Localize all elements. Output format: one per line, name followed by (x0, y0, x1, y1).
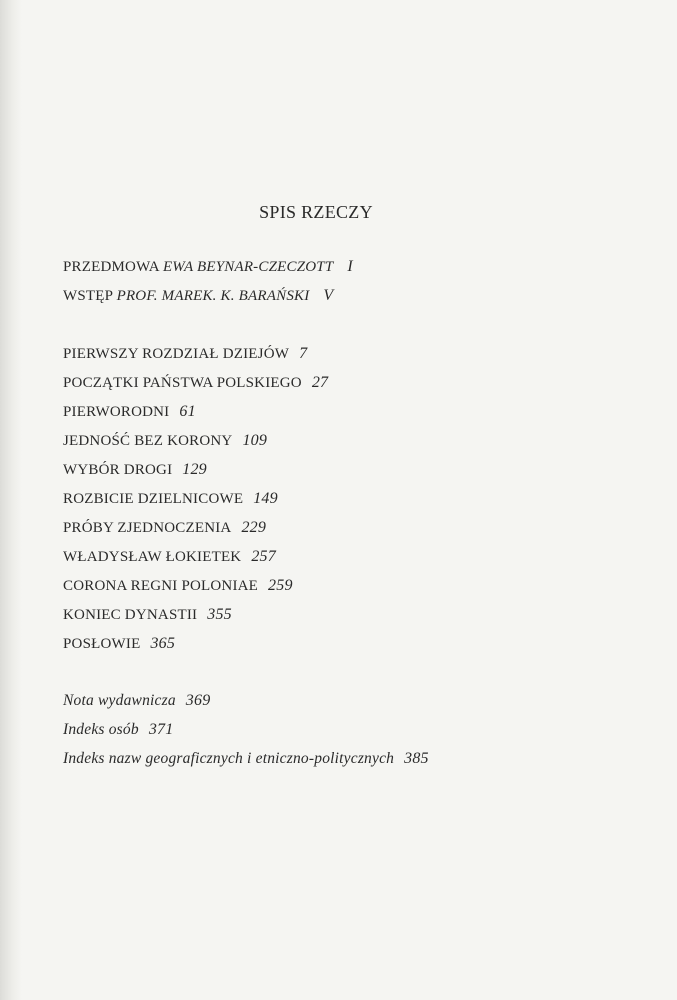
toc-entry-appendix (63, 750, 429, 768)
toc-entry-appendix (63, 721, 173, 739)
toc-entry-chapter (63, 345, 307, 363)
page-binding-edge (0, 0, 22, 1000)
toc-entry-label: PRZEDMOWA (63, 259, 159, 275)
toc-entry-page: 27 (311, 374, 329, 391)
toc-entry-chapter (63, 519, 266, 537)
toc-entry-label: Indeks nazw geograficznych i etniczno-politycznych (63, 750, 395, 767)
toc-entry-page: V (323, 287, 334, 304)
toc-entry-label: WŁADYSŁAW ŁOKIETEK (63, 549, 242, 565)
toc-entry-page: 129 (182, 461, 207, 478)
toc-entry-page: 355 (207, 606, 232, 623)
toc-entry-label: Nota wydawnicza (63, 692, 176, 709)
toc-entry-page: 61 (179, 403, 196, 420)
toc-entry-label: WYBÓR DROGI (63, 462, 173, 478)
toc-entry-label: Indeks osób (63, 721, 139, 738)
toc-entry-page: 371 (148, 721, 174, 738)
toc-entry-author: EWA BEYNAR-CZECZOTT (162, 259, 334, 275)
toc-entry-page: 257 (251, 548, 276, 565)
toc-entry-preface (63, 258, 353, 276)
toc-entry-chapter (63, 548, 276, 566)
toc-entry-label: POCZĄTKI PAŃSTWA POLSKIEGO (63, 375, 302, 391)
toc-entry-chapter (63, 635, 175, 653)
toc-entry-chapter (63, 461, 207, 479)
toc-entry-label: PRÓBY ZJEDNOCZENIA (63, 520, 232, 536)
toc-entry-chapter (63, 490, 278, 508)
toc-entry-introduction (63, 287, 333, 305)
toc-entry-page: 369 (185, 692, 211, 709)
toc-entry-chapter (63, 606, 232, 624)
toc-entry-label: ROZBICIE DZIELNICOWE (63, 491, 244, 507)
toc-entry-page: 365 (150, 635, 176, 652)
toc-entry-page: I (347, 258, 353, 275)
toc-entry-label: WSTĘP (63, 288, 113, 304)
page-title: SPIS RZECZY (259, 202, 373, 222)
toc-entry-page: 385 (404, 750, 429, 767)
toc-entry-page: 149 (253, 490, 278, 507)
toc-entry-chapter (63, 374, 328, 392)
toc-entry-appendix (63, 692, 210, 710)
toc-entry-label: PIERWSZY ROZDZIAŁ DZIEJÓW (63, 346, 290, 362)
toc-entry-label: JEDNOŚĆ BEZ KORONY (63, 433, 233, 449)
toc-entry-page: 7 (299, 345, 308, 362)
toc-entry-label: PIERWORODNI (63, 404, 170, 420)
toc-entry-label: POSŁOWIE (63, 636, 141, 652)
toc-entry-label: KONIEC DYNASTII (63, 607, 198, 623)
toc-entry-page: 109 (242, 432, 268, 449)
toc-entry-chapter (63, 403, 196, 421)
toc-entry-page: 259 (268, 577, 293, 594)
toc-entry-label: CORONA REGNI POLONIAE (63, 578, 259, 594)
toc-entry-page: 229 (241, 519, 267, 536)
toc-entry-author: PROF. MAREK. K. BARAŃSKI (116, 288, 310, 304)
toc-entry-chapter (63, 577, 293, 595)
toc-entry-chapter (63, 432, 267, 450)
